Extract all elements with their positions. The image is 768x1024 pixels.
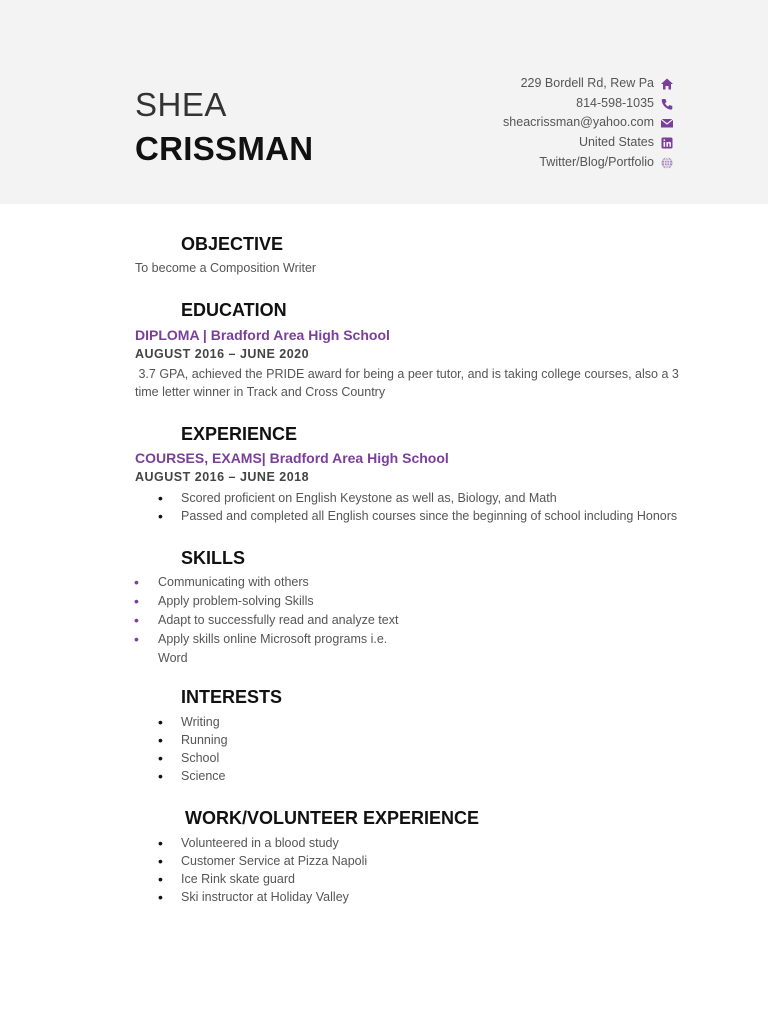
work-heading: WORK/VOLUNTEER EXPERIENCE — [185, 808, 480, 828]
contact-email[interactable]: sheacrissman@yahoo.com — [503, 113, 674, 133]
education-title: DIPLOMA | Bradford Area High School — [135, 327, 390, 343]
experience-heading: EXPERIENCE — [181, 424, 298, 444]
list-item: • Writing — [156, 713, 228, 731]
interests-list — [156, 713, 228, 785]
objective-heading: OBJECTIVE — [181, 234, 284, 254]
list-item: • Apply skills online Microsoft programs i.e. Word — [135, 630, 405, 668]
first-name: SHEA — [135, 86, 227, 123]
work-list — [156, 834, 367, 906]
home-icon — [660, 77, 674, 91]
contact-phone: 814-598-1035 — [503, 94, 674, 114]
list-item: • Running — [156, 731, 228, 749]
list-item: • Volunteered in a blood study — [156, 834, 367, 852]
interests-heading: INTERESTS — [181, 687, 283, 707]
globe-icon — [660, 156, 674, 170]
contact-linkedin[interactable]: United States — [503, 133, 674, 153]
linkedin-icon — [660, 136, 674, 150]
list-item: • Passed and completed all English courses since the beginning of school including Honors — [156, 507, 677, 525]
skills-list — [135, 573, 405, 668]
list-item: • School — [156, 749, 228, 767]
list-item: • Scored proficient on English Keystone as well as, Biology, and Math — [156, 489, 677, 507]
list-item: • Ice Rink skate guard — [156, 870, 367, 888]
education-description: 3.7 GPA, achieved the PRIDE award for being a peer tutor, and is taking college courses, also a 3 time letter winner in Track and Cross Country — [135, 367, 683, 399]
contact-block — [503, 74, 674, 172]
skills-heading: SKILLS — [181, 548, 246, 568]
list-item: • Communicating with others — [135, 573, 405, 592]
last-name: CRISSMAN — [135, 130, 314, 167]
contact-portfolio[interactable]: Twitter/Blog/Portfolio — [503, 153, 674, 173]
education-dates: AUGUST 2016 – JUNE 2020 — [135, 347, 310, 361]
email-icon — [660, 116, 674, 130]
phone-icon — [660, 97, 674, 111]
experience-title: COURSES, EXAMS| Bradford Area High School — [135, 450, 449, 466]
objective-text: To become a Composition Writer — [135, 261, 317, 275]
list-item: • Ski instructor at Holiday Valley — [156, 888, 367, 906]
list-item: • Science — [156, 767, 228, 785]
contact-address: 229 Bordell Rd, Rew Pa — [503, 74, 674, 94]
education-heading: EDUCATION — [181, 300, 287, 320]
experience-list — [156, 489, 677, 525]
list-item: • Apply problem-solving Skills — [135, 592, 405, 611]
experience-dates: AUGUST 2016 – JUNE 2018 — [135, 470, 310, 484]
list-item: • Customer Service at Pizza Napoli — [156, 852, 367, 870]
list-item: • Adapt to successfully read and analyze text — [135, 611, 405, 630]
